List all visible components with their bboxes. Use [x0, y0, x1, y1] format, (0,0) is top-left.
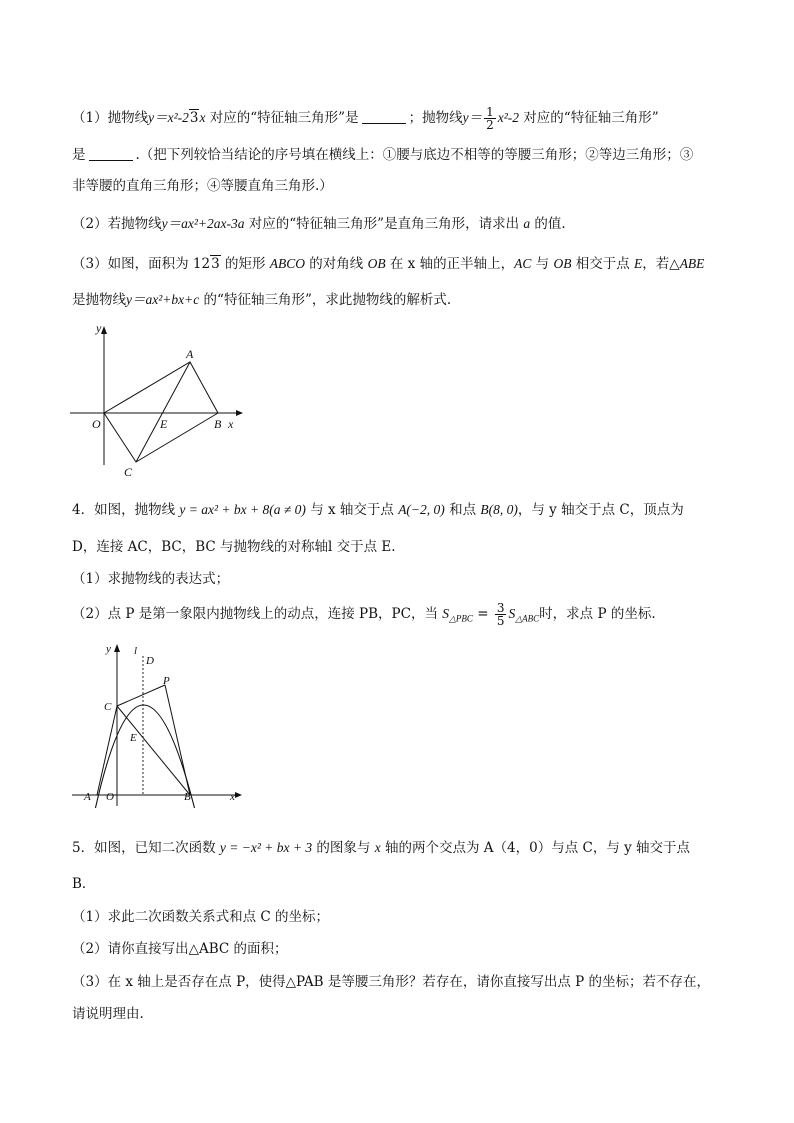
q4-line1: 4．如图，抛物线 y = ax² + bx + 8(a ≠ 0) 与 x 轴交于点 A(−2, 0) 和点 B(8, 0)，与 y 轴交于点 C，顶点为	[72, 502, 684, 518]
q4-part1: （1）求抛物线的表达式；	[72, 571, 230, 587]
segment-cp	[117, 685, 165, 706]
label-b: B	[214, 417, 222, 431]
label-o: O	[106, 791, 114, 803]
answer-blank[interactable]	[89, 146, 133, 161]
equation: x²-2	[497, 110, 520, 125]
figure-parabola	[70, 638, 250, 808]
text: 对应的“特征轴三角形”	[519, 110, 659, 126]
q4-line2: D，连接 AC，BC，BC 与抛物线的对称轴l 交于点 E.	[72, 539, 396, 555]
q5-line1: 5．如图，已知二次函数 y = −x² + bx + 3 的图象与 x 轴的两个交点为 A（4，0）与点 C，与 y 轴交于点	[72, 840, 691, 856]
figure-rectangle-abco	[68, 320, 248, 480]
q3-part3-line2: 是抛物线y＝ax²+bx+c 的“特征轴三角形”，求此抛物线的解析式.	[72, 292, 452, 308]
answer-blank[interactable]	[362, 109, 406, 124]
text: 对应的“特征轴三角形”是	[205, 110, 359, 126]
segment-ac	[97, 706, 117, 795]
label-o: O	[92, 417, 101, 431]
q3-part2: （2）若抛物线y＝ax²+2ax-3a 对应的“特征轴三角形”是直角三角形，请求出 a 的值.	[72, 216, 566, 232]
label-x: x	[230, 791, 235, 803]
label-y: y	[106, 643, 111, 655]
label-c: C	[104, 701, 112, 713]
text: （1）抛物线	[72, 110, 149, 126]
q4-part2: （2）点 P 是第一象限内抛物线上的动点，连接 PB，PC，当 $S_{\triangle PBC}$ = $\frac{3}{5}$ $S_{\triangle ABC}$时，求点 P 的坐标.	[72, 601, 656, 628]
label-b: B	[184, 791, 191, 803]
q5-part1: （1）求此二次函数关系式和点 C 的坐标；	[72, 909, 330, 925]
label-p: P	[163, 675, 170, 687]
segment-cb	[117, 706, 190, 795]
q3-part3-line1: （3）如图，面积为 123 的矩形 ABCO 的对角线 OB 在 x 轴的正半轴上，AC 与 OB 相交于点 E，若△ABE	[72, 256, 705, 272]
q5-part3: （3）在 x 轴上是否存在点 P，使得△PAB 是等腰三角形？若存在，请你直接写出点 P 的坐标；若不存在，	[72, 974, 711, 990]
text: ；抛物线	[408, 110, 463, 126]
y-axis-arrow	[101, 326, 107, 334]
q5-part3-line2: 请说明理由.	[72, 1006, 144, 1022]
x-axis-arrow	[236, 410, 243, 416]
equation: y＝	[462, 110, 483, 125]
rectangle-abco	[104, 362, 218, 462]
q5-line2: B．	[72, 876, 96, 892]
y-axis-arrow	[114, 644, 120, 652]
sqrt: 3	[189, 110, 199, 126]
q3-part1-line1	[72, 106, 659, 131]
label-c: C	[124, 465, 133, 479]
q3-part1-line3: 非等腰的直角三角形；④等腰直角三角形.）	[72, 178, 333, 194]
label-d: D	[146, 655, 154, 667]
text: .（把下列较恰当结论的序号填在横线上：①腰与底边不相等的等腰三角形；②等边三角形；③	[135, 147, 694, 163]
fraction: $\frac{1}{2}$	[486, 105, 494, 132]
label-l: l	[134, 645, 138, 657]
text: 是	[72, 147, 86, 163]
label-a: A	[186, 347, 194, 361]
x-axis-arrow	[235, 792, 242, 798]
q5-part2: （2）请你直接写出△ABC 的面积；	[72, 941, 288, 957]
label-a: A	[84, 791, 91, 803]
label-e: E	[160, 417, 168, 431]
equation: y＝x²-2	[148, 110, 189, 125]
label-e: E	[130, 732, 137, 744]
equation: x	[199, 110, 206, 125]
label-y: y	[96, 321, 102, 335]
q3-part1-line2	[72, 145, 693, 165]
label-x: x	[228, 417, 234, 431]
diagonal-ac	[136, 362, 190, 462]
segment-pb	[165, 685, 190, 795]
